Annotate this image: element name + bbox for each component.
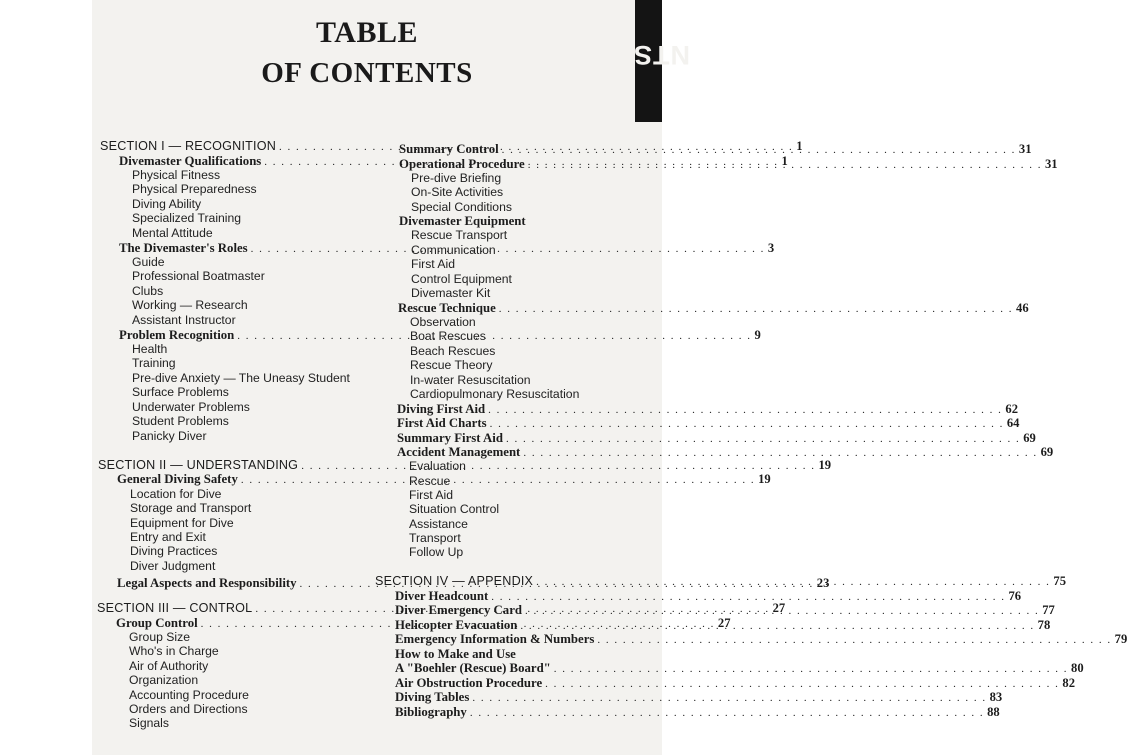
toc-entry bbox=[399, 157, 1058, 172]
toc-entry-label: The Divemaster's Roles bbox=[119, 241, 248, 255]
toc-entry-label: In-water Resuscitation bbox=[410, 373, 531, 387]
toc-entry bbox=[395, 647, 516, 661]
dot-leader bbox=[491, 590, 1005, 604]
toc-entry-label: Assistance bbox=[409, 517, 468, 531]
toc-entry bbox=[129, 688, 249, 702]
dot-leader bbox=[251, 242, 765, 256]
toc-entry-label: Helicopter Evacuation bbox=[395, 618, 518, 632]
toc-entry-label: A "Boehler (Rescue) Board" bbox=[395, 661, 551, 675]
toc-entry-label: Equipment for Dive bbox=[130, 516, 234, 530]
toc-entry bbox=[409, 531, 461, 545]
toc-entry bbox=[398, 301, 1029, 316]
toc-entry-label: Evaluation bbox=[409, 459, 466, 473]
toc-entry bbox=[129, 673, 198, 687]
toc-entry-label: Rescue Theory bbox=[410, 358, 493, 372]
toc-entry-label: Beach Rescues bbox=[410, 344, 496, 358]
toc-entry bbox=[395, 661, 1084, 676]
toc-entry bbox=[409, 459, 466, 473]
toc-entry-label: SECTION IV — APPENDIX bbox=[375, 574, 534, 588]
dot-leader bbox=[499, 302, 1013, 316]
toc-entry-label: Who's in Charge bbox=[129, 644, 219, 658]
toc-page-number: 78 bbox=[1037, 618, 1051, 632]
toc-entry bbox=[132, 226, 213, 240]
toc-entry-label: Diver Headcount bbox=[395, 589, 489, 603]
toc-page-number: 79 bbox=[1114, 632, 1127, 646]
toc-entry bbox=[411, 272, 512, 286]
toc-page-number: 64 bbox=[1006, 416, 1020, 430]
toc-entry-label: Student Problems bbox=[132, 414, 229, 428]
toc-entry-label: Mental Attitude bbox=[132, 226, 213, 240]
toc-entry bbox=[411, 257, 455, 271]
toc-entry bbox=[130, 544, 217, 558]
toc-entry-label: Observation bbox=[410, 315, 476, 329]
dot-leader bbox=[490, 417, 1004, 431]
section-tab bbox=[633, 0, 690, 122]
toc-page-number: 27 bbox=[772, 601, 786, 615]
dot-leader bbox=[536, 575, 1050, 589]
toc-entry-label: Underwater Problems bbox=[132, 400, 250, 414]
toc-entry-label: Operational Procedure bbox=[399, 157, 525, 171]
toc-page-number: 83 bbox=[989, 690, 1003, 704]
toc-entry-label: Summary Control bbox=[399, 142, 499, 156]
toc-entry-label: Boat Rescues bbox=[410, 329, 486, 343]
toc-entry bbox=[411, 286, 490, 300]
toc-entry bbox=[132, 197, 201, 211]
toc-page-number: 19 bbox=[758, 472, 771, 486]
toc-entry bbox=[132, 342, 167, 356]
toc-entry-label: Problem Recognition bbox=[119, 328, 235, 342]
toc-entry-label: Pre-dive Briefing bbox=[411, 171, 502, 185]
dot-leader bbox=[525, 604, 1039, 618]
toc-entry bbox=[132, 255, 165, 269]
toc-entry-label: Transport bbox=[409, 531, 461, 545]
toc-page-number: 76 bbox=[1008, 589, 1022, 603]
toc-page-number: 31 bbox=[1044, 157, 1058, 171]
toc-entry bbox=[130, 530, 206, 544]
toc-entry-label: Organization bbox=[129, 673, 199, 687]
toc-entry-label: Diver Judgment bbox=[130, 559, 216, 573]
toc-entry bbox=[397, 431, 1036, 446]
toc-entry-label: Training bbox=[132, 356, 176, 370]
toc-page-number: 69 bbox=[1040, 445, 1054, 459]
toc-entry-label: Group Control bbox=[116, 616, 198, 630]
toc-entry-label: Legal Aspects and Responsibility bbox=[117, 576, 297, 590]
toc-entry bbox=[132, 313, 236, 327]
dot-leader bbox=[502, 143, 1016, 157]
toc-entry-label: Group Size bbox=[129, 630, 190, 644]
toc-entry bbox=[410, 315, 476, 329]
toc-entry-label: Special Conditions bbox=[411, 200, 512, 214]
toc-entry bbox=[411, 243, 496, 257]
toc-entry bbox=[132, 371, 350, 385]
toc-entry bbox=[410, 358, 492, 372]
toc-entry-label: Physical Preparedness bbox=[132, 182, 257, 196]
dot-leader bbox=[520, 619, 1034, 633]
dot-leader bbox=[597, 633, 1111, 647]
toc-entry-label: Divemaster Qualifications bbox=[119, 154, 262, 168]
dot-leader bbox=[488, 403, 1002, 417]
toc-entry-label: Diving Ability bbox=[132, 197, 202, 211]
toc-entry-label: Cardiopulmonary Resuscitation bbox=[410, 387, 580, 401]
toc-page-number: 88 bbox=[987, 705, 1000, 719]
toc-entry bbox=[129, 630, 190, 644]
dot-leader bbox=[301, 459, 815, 473]
toc-page-number: 3 bbox=[767, 241, 775, 255]
toc-entry-label: SECTION II — UNDERSTANDING bbox=[98, 458, 299, 472]
section-tab-text: NTS bbox=[633, 40, 690, 70]
toc-entry bbox=[397, 445, 1054, 460]
toc-entry-label: Panicky Diver bbox=[132, 429, 207, 443]
dot-leader bbox=[241, 473, 755, 487]
dot-leader bbox=[237, 329, 751, 343]
toc-entry bbox=[132, 269, 265, 283]
toc-entry bbox=[395, 632, 1127, 647]
toc-entry bbox=[130, 516, 234, 530]
toc-entry-label: Guide bbox=[132, 255, 165, 269]
toc-entry bbox=[132, 182, 257, 196]
toc-entry-label: First Aid bbox=[411, 257, 456, 271]
dot-leader bbox=[472, 691, 986, 705]
toc-entry bbox=[409, 488, 453, 502]
toc-entry-label: First Aid bbox=[409, 488, 454, 502]
toc-entry-label: Divemaster Equipment bbox=[399, 214, 526, 228]
toc-entry bbox=[409, 545, 463, 559]
toc-entry bbox=[132, 356, 176, 370]
toc-entry-label: Summary First Aid bbox=[397, 431, 503, 445]
toc-entry bbox=[395, 690, 1003, 705]
toc-page-number: 1 bbox=[781, 154, 788, 168]
toc-entry bbox=[411, 228, 507, 242]
toc-entry-label: Rescue bbox=[409, 474, 451, 488]
toc-entry-label: Emergency Information & Numbers bbox=[395, 632, 595, 646]
toc-page-number: 82 bbox=[1062, 676, 1075, 690]
toc-entry bbox=[410, 344, 495, 358]
toc-entry bbox=[129, 716, 169, 730]
toc-entry-label: Air of Authority bbox=[129, 659, 209, 673]
toc-page-number: 31 bbox=[1018, 142, 1032, 156]
toc-page-number: 1 bbox=[796, 139, 803, 153]
toc-entry-label: Clubs bbox=[132, 284, 164, 298]
toc-entry-label: Rescue Technique bbox=[398, 301, 496, 315]
toc-entry bbox=[395, 705, 1000, 720]
toc-entry bbox=[132, 429, 207, 443]
toc-page-number: 62 bbox=[1005, 402, 1019, 416]
toc-entry-label: Pre-dive Anxiety — The Uneasy Student bbox=[132, 371, 350, 385]
toc-entry-label: Orders and Directions bbox=[129, 702, 248, 716]
toc-entry bbox=[410, 387, 579, 401]
toc-entry-label: Communication bbox=[411, 243, 496, 257]
toc-page-number: 80 bbox=[1071, 661, 1084, 675]
toc-entry bbox=[409, 474, 450, 488]
toc-entry-label: Surface Problems bbox=[132, 385, 229, 399]
toc-entry-label: Rescue Transport bbox=[411, 228, 508, 242]
toc-entry-label: Divemaster Kit bbox=[411, 286, 491, 300]
toc-entry bbox=[397, 402, 1019, 417]
dot-leader bbox=[554, 662, 1068, 676]
toc-entry-label: Diver Emergency Card bbox=[395, 603, 522, 617]
toc-entry bbox=[410, 329, 486, 343]
toc-entry-label: Location for Dive bbox=[130, 487, 222, 501]
toc-entry bbox=[129, 644, 219, 658]
toc-entry-label: First Aid Charts bbox=[397, 416, 487, 430]
toc-entry bbox=[411, 171, 501, 185]
toc-entry-label: Working — Research bbox=[132, 298, 248, 312]
toc-entry bbox=[399, 214, 526, 228]
toc-entry-label: General Diving Safety bbox=[117, 472, 238, 486]
toc-entry bbox=[129, 659, 208, 673]
toc-entry-label: Air Obstruction Procedure bbox=[395, 676, 543, 690]
toc-entry bbox=[395, 589, 1022, 604]
toc-entry bbox=[130, 501, 251, 515]
toc-entry-label: On-Site Activities bbox=[411, 185, 504, 199]
toc-entry-label: Control Equipment bbox=[411, 272, 512, 286]
toc-entry bbox=[411, 185, 503, 199]
toc-entry bbox=[129, 702, 248, 716]
toc-entry bbox=[132, 284, 163, 298]
toc-page-number: 75 bbox=[1053, 574, 1067, 588]
toc-page-number: 46 bbox=[1016, 301, 1029, 315]
dot-leader bbox=[506, 432, 1020, 446]
toc-entry-label: Diving Tables bbox=[395, 690, 470, 704]
toc-entry bbox=[409, 517, 468, 531]
toc-entry-label: Diving Practices bbox=[130, 544, 218, 558]
toc-entry bbox=[410, 373, 531, 387]
toc-entry-label: How to Make and Use bbox=[395, 647, 516, 661]
toc-entry bbox=[409, 502, 499, 516]
toc-page-number: 27 bbox=[717, 616, 731, 630]
toc-entry-label: Bibliography bbox=[395, 705, 467, 719]
toc-page-number: 23 bbox=[816, 576, 830, 590]
toc-entry-label: Entry and Exit bbox=[130, 530, 206, 544]
toc-entry-label: Accident Management bbox=[397, 445, 521, 459]
toc-entry bbox=[132, 298, 248, 312]
toc-entry-label: Storage and Transport bbox=[130, 501, 252, 515]
toc-page-number: 19 bbox=[818, 458, 832, 472]
toc-entry-label: SECTION III — CONTROL bbox=[97, 601, 253, 615]
dot-leader bbox=[528, 158, 1042, 172]
toc-entry-label: Diving First Aid bbox=[397, 402, 486, 416]
toc-entry-label: Signals bbox=[129, 716, 169, 730]
toc-entry-label: Physical Fitness bbox=[132, 168, 221, 182]
toc-entry bbox=[132, 168, 220, 182]
toc-entry bbox=[130, 559, 215, 573]
toc-entry-label: Assistant Instructor bbox=[132, 313, 236, 327]
toc-entry-label: Follow Up bbox=[409, 545, 464, 559]
dot-leader bbox=[470, 706, 984, 720]
toc-entry bbox=[132, 414, 229, 428]
toc-entry-label: Specialized Training bbox=[132, 211, 242, 225]
toc-entry bbox=[397, 416, 1020, 431]
toc-entry-label: Situation Control bbox=[409, 502, 500, 516]
toc-entry bbox=[395, 676, 1075, 691]
toc-entry bbox=[132, 385, 229, 399]
toc-entry-label: Health bbox=[132, 342, 168, 356]
page-title-line-1: TABLE bbox=[316, 16, 418, 49]
toc-entry bbox=[130, 487, 221, 501]
toc-entry-label: Professional Boatmaster bbox=[132, 269, 265, 283]
toc-entry bbox=[132, 400, 250, 414]
dot-leader bbox=[545, 677, 1059, 691]
toc-entry bbox=[399, 142, 1032, 157]
toc-entry bbox=[132, 211, 241, 225]
toc-entry-label: Accounting Procedure bbox=[129, 688, 249, 702]
page-title-line-2: OF CONTENTS bbox=[261, 57, 473, 89]
book-page bbox=[92, 0, 1127, 755]
toc-entry-label: SECTION I — RECOGNITION bbox=[100, 139, 277, 153]
dot-leader bbox=[523, 446, 1037, 460]
toc-entry bbox=[411, 200, 512, 214]
toc-page-number: 77 bbox=[1042, 603, 1055, 617]
toc-page-number: 69 bbox=[1023, 431, 1036, 445]
toc-page-number: 9 bbox=[754, 328, 761, 342]
